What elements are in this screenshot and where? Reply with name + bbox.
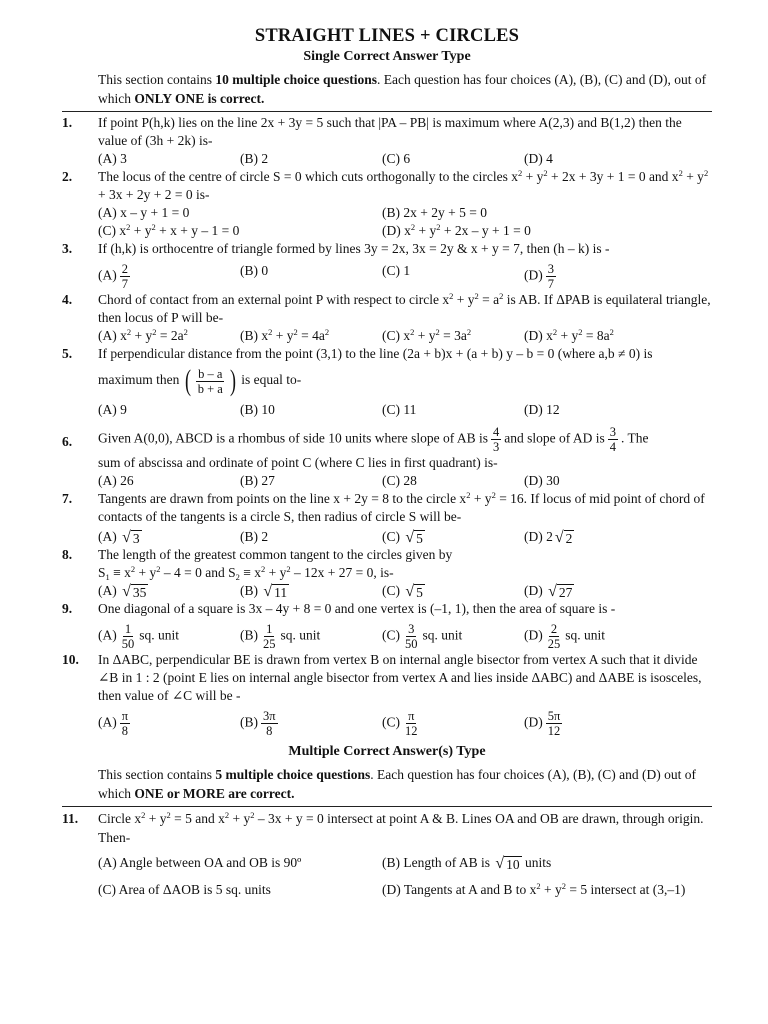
options [98, 853, 712, 899]
option-d[interactable]: (D) $x^2 + y^2 = 8a^2$ [524, 327, 614, 343]
option-c[interactable]: (C) √ 5 [382, 528, 423, 546]
options [98, 327, 712, 345]
question-text: The length of the greatest common tangent to the circles given by [98, 547, 453, 562]
question-text-cont: sum of abscissa and ordinate of point C (where C lies in first quadrant) is- [98, 455, 498, 470]
option-a[interactable]: (A) √ 35 [98, 582, 147, 600]
question-5 [62, 345, 712, 419]
question-text: Given A(0,0), ABCD is a rhombus of side 10 units where slope of AB is $\frac{4}{3}$ and slope of AD is $\frac{3}{4}$ . The [98, 425, 649, 454]
option-d[interactable]: (D) $\frac{5\pi}{12}$ [524, 709, 561, 738]
option-c[interactable]: (C) 28 [382, 473, 417, 488]
question-text: Circle $x^2 + y^2 = 5$ and $x^2 + y^2 - 3x + y = 0$ intersect at point A & B. Lines OA and OB are drawn, through origin. Then- [98, 810, 704, 845]
section-title-multiple: Multiple Correct Answer(s) Type [288, 744, 486, 759]
option-b[interactable]: (B) $\frac{3\pi}{8}$ [240, 709, 276, 738]
question-number: 2. [62, 169, 73, 184]
question-7 [62, 490, 712, 546]
option-b[interactable]: (B) $x^2 + y^2 = 4a^2$ [240, 327, 330, 343]
option-d[interactable]: (D) 2 √ 2 [524, 528, 573, 546]
question-9 [62, 600, 712, 651]
question-number: 5. [62, 346, 73, 361]
question-number: 6. [62, 434, 73, 449]
option-c[interactable]: (C) $\frac{3}{50}$ sq. unit [382, 622, 463, 651]
question-3 [62, 240, 712, 291]
options [98, 709, 712, 738]
question-text: If (h,k) is orthocentre of triangle formed by lines 3y = 2x, 3x = 2y & x + y = 7, then (h – k) is - [98, 241, 610, 256]
option-a[interactable]: (A) Angle between OA and OB is 90º [98, 855, 302, 870]
question-text: If point P(h,k) lies on the line 2x + 3y = 5 such that |PA – PB| is maximum where A(2,3) and B(1,2) then the value of (3h + 2k) is- [98, 115, 682, 148]
option-a[interactable]: (A) $x^2 + y^2 = 2a^2$ [98, 327, 188, 343]
option-a[interactable]: (A) $\frac{2}{7}$ [98, 262, 128, 291]
page-title: STRAIGHT LINES + CIRCLES [254, 26, 520, 46]
options [98, 262, 712, 291]
question-11 [62, 809, 712, 899]
question-text: The locus of the centre of circle S = 0 which cuts orthogonally to the circles $x^2 + y^2 + 2x + 3y + 1 = 0$ and $x^2 + y^2 + 3x + 2y + 2 = 0$ is- [98, 168, 709, 202]
options [98, 401, 712, 419]
section-instructions-single: This section contains 10 multiple choice questions. Each question has four choices (A), (B), (C) and (D), out of which ONLY ONE is correct. [98, 72, 707, 106]
option-b[interactable]: (B) 10 [240, 402, 275, 417]
option-a[interactable]: (A) 3 [98, 151, 127, 166]
option-d[interactable]: (D) $\frac{3}{7}$ [524, 262, 554, 291]
option-c[interactable]: (C) $x^2 + y^2 + x + y - 1 = 0$ [98, 222, 240, 238]
option-b[interactable]: (B) Length of AB is √ 10 units [382, 854, 552, 872]
question-text-cont: maximum then ( $\frac{b - a}{b + a}$ ) is equal to- [98, 364, 302, 397]
question-text: If perpendicular distance from the point (3,1) to the line (2a + b)x + (a + b) y – b = 0 (where a,b ≠ 0) is [98, 346, 653, 361]
option-b[interactable]: (B) 2x + 2y + 5 = 0 [382, 205, 487, 220]
section-instructions-multiple: This section contains 5 multiple choice questions. Each question has four choices (A), (B), (C) and (D) out of which ONE or MORE are correct. [98, 767, 697, 801]
option-b[interactable]: (B) 27 [240, 473, 275, 488]
option-c[interactable]: (C) 6 [382, 151, 411, 166]
options [98, 204, 712, 240]
option-d[interactable]: (D) 4 [524, 151, 553, 166]
options [98, 582, 712, 600]
question-number: 3. [62, 241, 73, 256]
worksheet-page [62, 22, 712, 899]
option-a[interactable]: (A) $\frac{\pi}{8}$ [98, 709, 129, 738]
option-a[interactable]: (A) 9 [98, 402, 127, 417]
option-a[interactable]: (A) $\frac{1}{50}$ sq. unit [98, 622, 180, 651]
question-6 [62, 425, 712, 490]
question-number: 7. [62, 491, 73, 506]
question-4 [62, 291, 712, 345]
options [98, 150, 712, 168]
question-number: 8. [62, 547, 73, 562]
question-text: Chord of contact from an external point P with respect to circle $x^2 + y^2 = a^2$ is AB. If ΔPAB is equilateral triangle, then locus of P will be- [98, 291, 711, 325]
option-b[interactable]: (B) 2 [240, 529, 269, 544]
option-c[interactable]: (C) √ 5 [382, 582, 423, 600]
option-c[interactable]: (C) 1 [382, 263, 411, 278]
options [98, 528, 712, 546]
option-b[interactable]: (B) $\frac{1}{25}$ sq. unit [240, 622, 321, 651]
question-8 [62, 546, 712, 600]
option-b[interactable]: (B) 2 [240, 151, 269, 166]
question-equations: $S_1 \equiv x^2 + y^2 - 4 = 0$ and $S_2 \equiv x^2 + y^2 - 12x + 27 = 0$, is- [98, 564, 394, 582]
option-d[interactable]: (D) Tangents at A and B to $x^2 + y^2 = 5$ intersect at (3,–1) [382, 881, 686, 897]
option-c[interactable]: (C) Area of ΔAOB is 5 sq. units [98, 882, 271, 897]
question-text: In ΔABC, perpendicular BE is drawn from vertex B on internal angle bisector from vertex A such that it divide ∠B in 1 : 2 (point E lies on internal angle bisector from vertex A and lies inside ΔABC) and ΔABE is isosceles, then value of ∠C will be - [98, 652, 702, 703]
option-c[interactable]: (C) $\frac{\pi}{12}$ [382, 709, 418, 738]
section-title-single: Single Correct Answer Type [303, 49, 471, 64]
option-b[interactable]: (B) √ 11 [240, 582, 288, 600]
question-text: One diagonal of a square is 3x – 4y + 8 = 0 and one vertex is (–1, 1), then the area of square is - [98, 601, 616, 616]
options [98, 622, 712, 651]
question-number: 4. [62, 292, 73, 307]
divider [62, 111, 712, 112]
question-1 [62, 114, 712, 168]
option-d[interactable]: (D) $x^2 + y^2 + 2x - y + 1 = 0$ [382, 222, 531, 238]
question-2 [62, 168, 712, 240]
question-number: 9. [62, 601, 73, 616]
question-number: 11. [62, 811, 79, 826]
question-number: 10. [62, 652, 79, 667]
divider [62, 806, 712, 807]
option-a[interactable]: (A) √ 3 [98, 528, 140, 546]
question-10 [62, 651, 712, 738]
option-d[interactable]: (D) $\frac{2}{25}$ sq. unit [524, 622, 606, 651]
question-number: 1. [62, 115, 73, 130]
option-d[interactable]: (D) 12 [524, 402, 560, 417]
option-b[interactable]: (B) 0 [240, 263, 269, 278]
option-c[interactable]: (C) $x^2 + y^2 = 3a^2$ [382, 327, 472, 343]
option-c[interactable]: (C) 11 [382, 402, 417, 417]
question-text: Tangents are drawn from points on the line x + 2y = 8 to the circle $x^2 + y^2 = 16$. If locus of mid point of chord of contacts of the tangents is a circle S, then radius of circle S will be- [98, 490, 705, 524]
option-d[interactable]: (D) √ 27 [524, 582, 573, 600]
option-d[interactable]: (D) 30 [524, 473, 560, 488]
option-a[interactable]: (A) 26 [98, 473, 134, 488]
option-a[interactable]: (A) x – y + 1 = 0 [98, 205, 190, 220]
options [98, 472, 712, 490]
